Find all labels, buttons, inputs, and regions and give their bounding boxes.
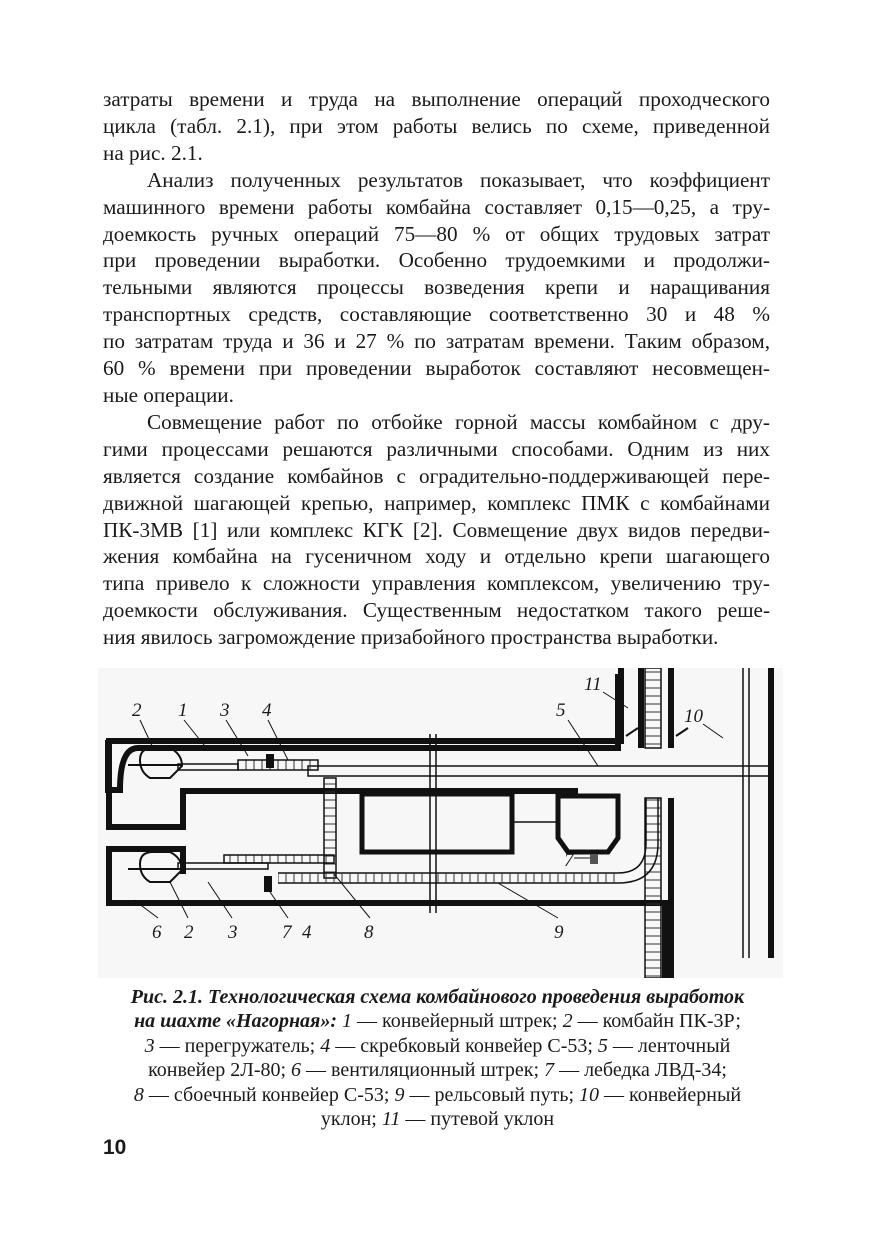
text-line: транспортных средств, составляющие соответственно 30 и 48 % <box>103 302 770 327</box>
wall-top <box>106 738 623 744</box>
wall-shaft-a <box>638 668 644 748</box>
caption-line <box>100 1034 775 1058</box>
text-line: жения комбайна на гусеничном ходу и отдельно крепи шагающего <box>103 544 770 569</box>
incline-track-11 <box>645 668 661 748</box>
label-4-bottom: 4 <box>302 922 312 943</box>
paragraph-1 <box>103 86 770 167</box>
text-line: Совмещение работ по отбойке горной массы комбайном с дру- <box>147 409 770 434</box>
wall-vent-top-left <box>106 846 186 852</box>
winch-7-bottom <box>264 876 272 892</box>
label-11: 11 <box>584 674 602 695</box>
label-7-right: 7 <box>564 850 574 871</box>
caption-item: рельсовый путь; <box>434 1083 575 1106</box>
text-line: типа привело к сложности управления комплексом, увеличению тру- <box>103 571 770 596</box>
caption-dash: — <box>159 1034 180 1057</box>
text-line: 60 % времени при проведении выработок составляют несовмещен- <box>103 356 770 381</box>
caption-dash: — <box>612 1034 633 1057</box>
caption-item: комбайн ПК-3Р; <box>602 1010 741 1033</box>
text-line: движной шагающей крепью, например, комплекс ПМК с комбайнами <box>103 490 770 515</box>
text-line: ния явилось загромождение призабойного пространства выработки. <box>103 625 719 650</box>
paragraph-2 <box>103 167 770 409</box>
wall-left-bottom <box>106 846 112 906</box>
caption-dash: — <box>148 1083 169 1106</box>
caption-line <box>100 985 775 1009</box>
caption-item: уклон; <box>320 1108 377 1131</box>
caption-item: сбоечный конвейер С-53; <box>173 1083 390 1106</box>
caption-dash: — <box>405 1108 426 1131</box>
text-line: при проведении выработки. Особенно трудоемкими и продолжи- <box>103 248 770 273</box>
caption-item: конвейер 2Л-80; <box>148 1059 287 1082</box>
caption-dash: — <box>559 1059 580 1082</box>
caption-item: скребковый конвейер С-53; <box>360 1034 593 1057</box>
caption-num: 8 <box>133 1083 144 1106</box>
diagram-background <box>98 668 783 978</box>
text-line: Анализ полученных результатов показывает, что коэффициент <box>147 167 770 192</box>
caption-num: 1 <box>342 1010 353 1033</box>
caption-dash: — <box>357 1010 378 1033</box>
caption-title-2: на шахте «Нагорная»: <box>134 1010 338 1033</box>
caption-dash: — <box>409 1083 430 1106</box>
text-line: по затратам труда и 36 и 27 % по затратам времени. Таким образом, <box>103 329 770 354</box>
label-9: 9 <box>554 922 564 943</box>
page-number: 10 <box>103 1136 127 1159</box>
wall-vertical-1 <box>618 668 624 744</box>
caption-title: Рис. 2.1. Технологическая схема комбайнового проведения выработок <box>130 986 745 1008</box>
label-10: 10 <box>684 706 703 727</box>
caption-item: путевой уклон <box>430 1108 555 1131</box>
wall-vertical-2 <box>662 900 668 978</box>
text-line: гими процессами решаются различными способами. Одним из них <box>103 436 770 461</box>
scraper-conveyor-4-bottom <box>224 855 334 863</box>
label-8: 8 <box>364 922 374 943</box>
text-line: цикла (табл. 2.1), при этом работы велись по схеме, приведенной <box>103 113 770 138</box>
winch-top <box>266 754 274 768</box>
mine-layout-diagram <box>98 668 783 978</box>
caption-line <box>100 1083 775 1107</box>
text-line: доемкости обслуживания. Существенным недостатком такого реше- <box>103 598 770 623</box>
scraper-conveyor-4-top <box>238 760 318 770</box>
caption-item: ленточный <box>637 1034 731 1057</box>
text-line: тельными являются процессы возведения крепи и наращивания <box>103 275 770 300</box>
wall-shaft-d <box>668 798 674 978</box>
caption-dash: — <box>335 1034 356 1057</box>
label-5: 5 <box>556 700 566 721</box>
text-line: на рис. 2.1. <box>103 140 203 165</box>
caption-line <box>100 1009 775 1033</box>
caption-num: 3 <box>144 1034 155 1057</box>
text-line: доемкость ручных операций 75—80 % от общих трудовых затрат <box>103 221 770 246</box>
text-line: затраты времени и труда на выполнение операций проходческого <box>103 87 770 111</box>
caption-num: 9 <box>394 1083 405 1106</box>
figure-caption <box>100 985 775 1131</box>
paragraph-3 <box>103 409 770 651</box>
label-3-bottom: 3 <box>228 922 238 943</box>
caption-item: лебедка ЛВД-34; <box>584 1059 727 1082</box>
caption-num: 7 <box>544 1059 555 1082</box>
diagram-svg <box>98 668 783 978</box>
caption-line <box>100 1058 775 1082</box>
text-line: машинного времени работы комбайна составляет 0,15—0,25, а тру- <box>103 194 770 219</box>
label-1: 1 <box>178 700 188 721</box>
caption-num: 4 <box>320 1034 331 1057</box>
label-6: 6 <box>152 922 162 943</box>
wall-left-top <box>106 738 112 830</box>
wall-mid-left <box>106 824 186 830</box>
caption-item: вентиляционный штрек; <box>331 1059 540 1082</box>
text-line: ПК-3МВ [1] или комплекс КГК [2]. Совмещение двух видов передви- <box>103 517 770 542</box>
wall-notch <box>180 788 186 830</box>
winch-7-right <box>590 854 598 864</box>
label-2-bottom: 2 <box>184 922 194 943</box>
caption-dash: — <box>577 1010 598 1033</box>
text-line: является создание комбайнов с оградительно-поддерживающей пере- <box>103 463 770 488</box>
label-2-top: 2 <box>132 700 142 721</box>
wall-vent-bottom <box>106 900 668 906</box>
body-text <box>103 86 770 651</box>
caption-dash: — <box>306 1059 327 1082</box>
caption-num: 2 <box>562 1010 573 1033</box>
caption-num: 11 <box>381 1108 401 1131</box>
caption-num: 10 <box>579 1083 600 1106</box>
caption-item: перегружатель; <box>184 1034 316 1057</box>
caption-line <box>100 1107 775 1131</box>
caption-num: 6 <box>291 1059 302 1082</box>
caption-num: 5 <box>597 1034 608 1057</box>
text-line: ные операции. <box>103 382 234 407</box>
label-4-top: 4 <box>262 700 272 721</box>
wall-shaft-c <box>768 668 774 958</box>
caption-item: конвейерный штрек; <box>382 1010 558 1033</box>
wall-shaft-b <box>668 668 674 748</box>
caption-dash: — <box>604 1083 625 1106</box>
caption-item: конвейерный <box>629 1083 742 1106</box>
label-7-bottom: 7 <box>282 922 292 943</box>
label-3-top: 3 <box>220 700 230 721</box>
